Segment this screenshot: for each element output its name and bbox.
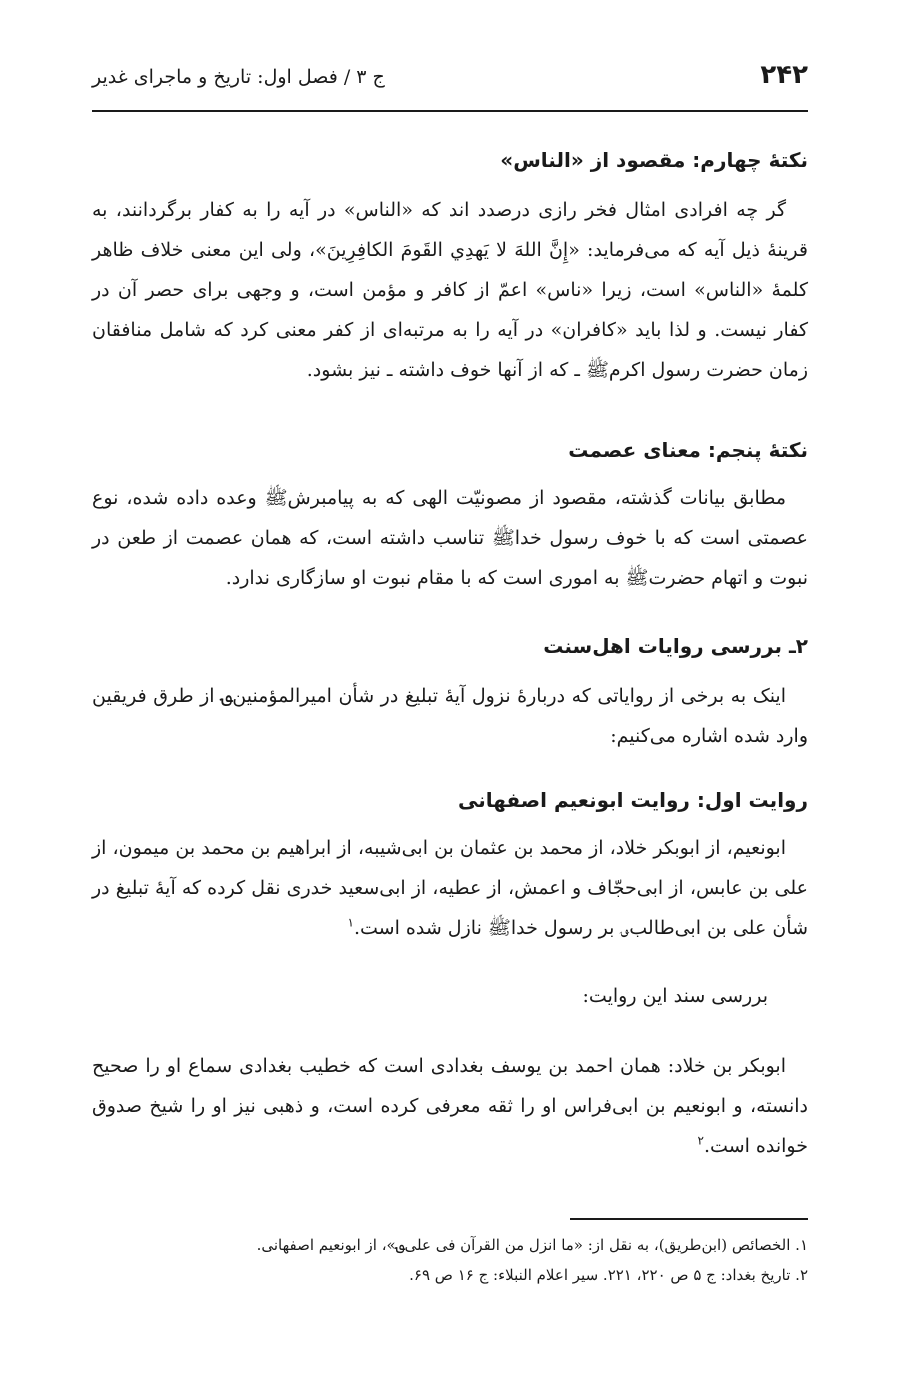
narration-1-text: ابونعیم، از ابوبکر خلاد، از محمد بن عثمان بن ابی‌شیبه، از ابراهیم بن محمد بن میمون، از علی بن عابس، از ابی‌حجّاف و اعمش، از عطیه، از ابی‌سعید خدری نقل کرده که آیهٔ تبلیغ در شأن علی بن ابی‌طالب؈ بر رسول خداﷺ نازل شده است. bbox=[92, 837, 808, 939]
page-header bbox=[92, 60, 808, 112]
footnote-ref-2: ۲ bbox=[697, 1133, 704, 1148]
footnote-2: ۲. تاریخ بغداد: ج ۵ ص ۲۲۰، ۲۲۱. سیر اعلام النبلاء: ج ۱۶ ص ۶۹. bbox=[409, 1266, 808, 1284]
running-title: ج ۳ / فصل اول: تاریخ و ماجرای غدیر bbox=[92, 66, 385, 88]
narration-1-heading: روایت اول: روایت ابونعیم اصفهانی bbox=[457, 788, 808, 812]
footnote-ref-1: ۱ bbox=[347, 915, 354, 930]
section-review-body bbox=[92, 676, 808, 756]
sanad-label-block bbox=[92, 976, 808, 1016]
footnote-divider bbox=[570, 1218, 808, 1220]
sanad-paragraph bbox=[92, 1046, 808, 1166]
section-review-paragraph: اینک به برخی از روایاتی که دربارهٔ نزول آیهٔ تبلیغ در شأن امیرالمؤمنین؈ از طرق فریقین وارد شده اشاره می‌کنیم: bbox=[92, 685, 808, 747]
section-5-body bbox=[92, 478, 808, 598]
section-4-paragraph: گر چه افرادی امثال فخر رازی درصدد اند که «الناس» در آیه را به کفار برگردانند، به قرینهٔ ذیل آیه که می‌فرماید: «إِنَّ اللهَ لا يَهدِي القَومَ الكافِرِينَ»، ولی این معنی خلاف ظاهر کلمهٔ «الناس» است، زیرا «ناس» اعمّ از کافر و مؤمن است، و وجهی برای حصر آن در کفار نیست. و لذا باید «کافران» در آیه را به مرتبه‌ای از کفر معنی کرد که شامل منافقان زمان حضرت رسول اکرمﷺ ـ که از آنها خوف داشته ـ نیز بشود. bbox=[92, 199, 808, 381]
narration-1-paragraph bbox=[92, 828, 808, 948]
sanad-label: بررسی سند این روایت: bbox=[582, 985, 768, 1007]
section-4-heading: نکتهٔ چهارم: مقصود از «الناس» bbox=[500, 148, 808, 172]
sanad-text: ابوبکر بن خلاد: همان احمد بن یوسف بغدادی است که خطیب بغدادی سماع او را صحیح دانسته، و ابونعیم بن ابی‌فراس او را ثقه معرفی کرده است، و ذهبی نیز او را شیخ صدوق خوانده است. bbox=[92, 1055, 808, 1157]
narration-1 bbox=[92, 788, 808, 812]
narration-1-body bbox=[92, 828, 808, 948]
section-review-heading: ۲ـ بررسی روایات اهل‌سنت bbox=[543, 634, 808, 658]
section-4-body bbox=[92, 190, 808, 390]
footnotes bbox=[92, 1230, 808, 1290]
section-review bbox=[92, 634, 808, 658]
section-4 bbox=[92, 148, 808, 172]
section-5-paragraph: مطابق بیانات گذشته، مقصود از مصونیّت الهی که به پیامبرشﷺ وعده داده شده، نوع عصمتی است که با خوف رسول خداﷺ تناسب داشته است، که همان عصمت از طعن در نبوت و اتهام حضرتﷺ به اموری است که با مقام نبوت او سازگاری ندارد. bbox=[92, 487, 808, 589]
section-5 bbox=[92, 438, 808, 462]
page-number: ۲۴۲ bbox=[760, 60, 808, 90]
sanad-body bbox=[92, 1046, 808, 1166]
book-page bbox=[92, 60, 808, 1284]
footnote-1: ۱. الخصائص (ابن‌طریق)، به نقل از: «ما انزل من القرآن فی علی؈»، از ابونعیم اصفهانی. bbox=[256, 1236, 808, 1254]
section-5-heading: نکتهٔ پنجم: معنای عصمت bbox=[568, 438, 808, 462]
